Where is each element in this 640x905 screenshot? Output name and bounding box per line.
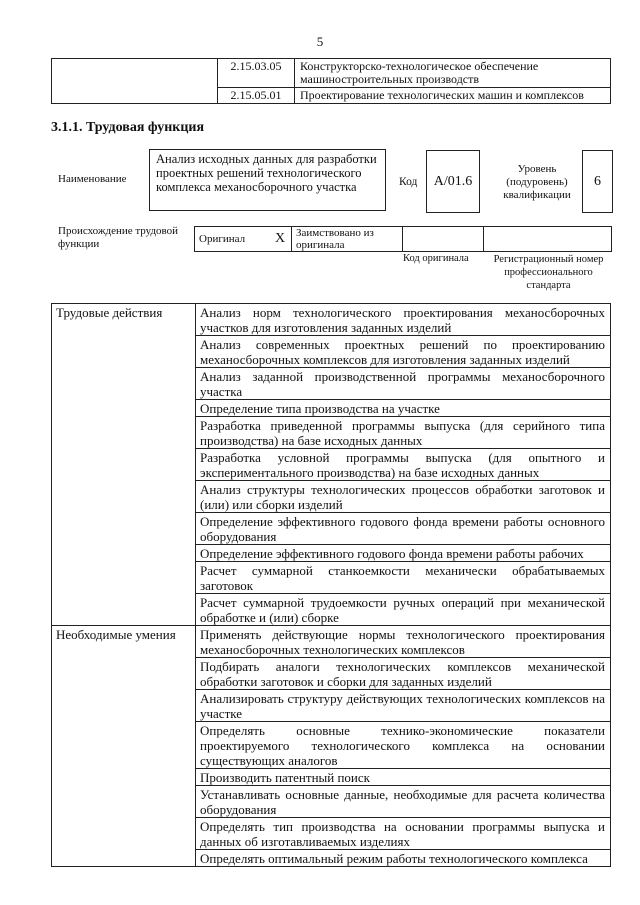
labor-action-item: Анализ структуры технологических процессов обработки заготовок и (или) или сборки изделий [196, 481, 611, 513]
original-mark: X [269, 227, 292, 252]
borrowed-label: Заимствовано из оригинала [292, 227, 403, 252]
skill-item: Определять тип производства на основании программы выпуска и данных об изготавливаемых изделиях [196, 818, 611, 850]
specialty-code: 2.15.05.01 [218, 88, 295, 104]
skill-item: Применять действующие нормы технологического проектирования механосборочных технологических комплексов [196, 626, 611, 658]
function-code-box: A/01.6 [426, 150, 480, 213]
labor-action-item: Разработка приведенной программы выпуска (для серийного типа производства) на базе исходных данных [196, 417, 611, 449]
original-code-caption: Код оригинала [403, 253, 469, 264]
specialty-name: Конструкторско-технологическое обеспечение машиностроительных производств [295, 59, 611, 88]
labor-action-item: Определение эффективного годового фонда времени работы рабочих [196, 545, 611, 562]
specialty-name: Проектирование технологических машин и комплексов [295, 88, 611, 104]
function-details-table [51, 303, 611, 867]
skill-item: Устанавливать основные данные, необходимые для расчета количества оборудования [196, 786, 611, 818]
registration-number-caption: Регистрационный номер профессионального стандарта [493, 254, 604, 291]
skills-label: Необходимые умения [52, 626, 196, 867]
table-row [52, 304, 611, 336]
specialty-code: 2.15.03.05 [218, 59, 295, 88]
page-number: 5 [316, 34, 324, 49]
specialty-codes-table [51, 58, 611, 104]
table-row [195, 227, 612, 252]
labor-action-item: Анализ современных проектных решений по проектированию механосборочных комплексов для изготовления заданных изделий [196, 336, 611, 368]
table-row [52, 626, 611, 658]
skill-item: Определять оптимальный режим работы технологического комплекса [196, 850, 611, 867]
original-label: Оригинал [195, 227, 270, 252]
function-name-box: Анализ исходных данных для разработки проектных решений технологического комплекса механосборочного участка [149, 149, 386, 211]
skill-item: Производить патентный поиск [196, 769, 611, 786]
registration-number-cell [484, 227, 612, 252]
labor-action-item: Расчет суммарной трудоемкости ручных операций при механической обработке и (или) сборке [196, 594, 611, 626]
skill-item: Анализировать структуру действующих технологических комплексов на участке [196, 690, 611, 722]
skill-item: Определять основные технико-экономические показатели проектируемого технологического комплекса на основании существующих аналогов [196, 722, 611, 769]
level-label: Уровень (подуровень) квалификации [503, 163, 571, 201]
labor-action-item: Анализ норм технологического проектирования механосборочных участков для изготовления заданных изделий [196, 304, 611, 336]
blank-cell [52, 59, 218, 104]
origin-table [194, 226, 612, 252]
section-title: 3.1.1. Трудовая функция [51, 120, 205, 135]
skill-item: Подбирать аналоги технологических комплексов механической обработки заготовок и сборки для заданных изделий [196, 658, 611, 690]
code-label: Код [399, 176, 418, 188]
name-label: Наименование [58, 173, 127, 185]
origin-label: Происхождение трудовой функции [58, 225, 179, 250]
labor-action-item: Определение типа производства на участке [196, 400, 611, 417]
labor-actions-label: Трудовые действия [52, 304, 196, 626]
table-row [52, 59, 611, 88]
labor-action-item: Разработка условной программы выпуска (для опытного и экспериментального производства) на базе исходных данных [196, 449, 611, 481]
labor-action-item: Анализ заданной производственной программы механосборочного участка [196, 368, 611, 400]
original-code-cell [403, 227, 484, 252]
qualification-level-box: 6 [582, 150, 613, 213]
labor-action-item: Расчет суммарной станкоемкости механически обрабатываемых заготовок [196, 562, 611, 594]
labor-action-item: Определение эффективного годового фонда времени работы основного оборудования [196, 513, 611, 545]
